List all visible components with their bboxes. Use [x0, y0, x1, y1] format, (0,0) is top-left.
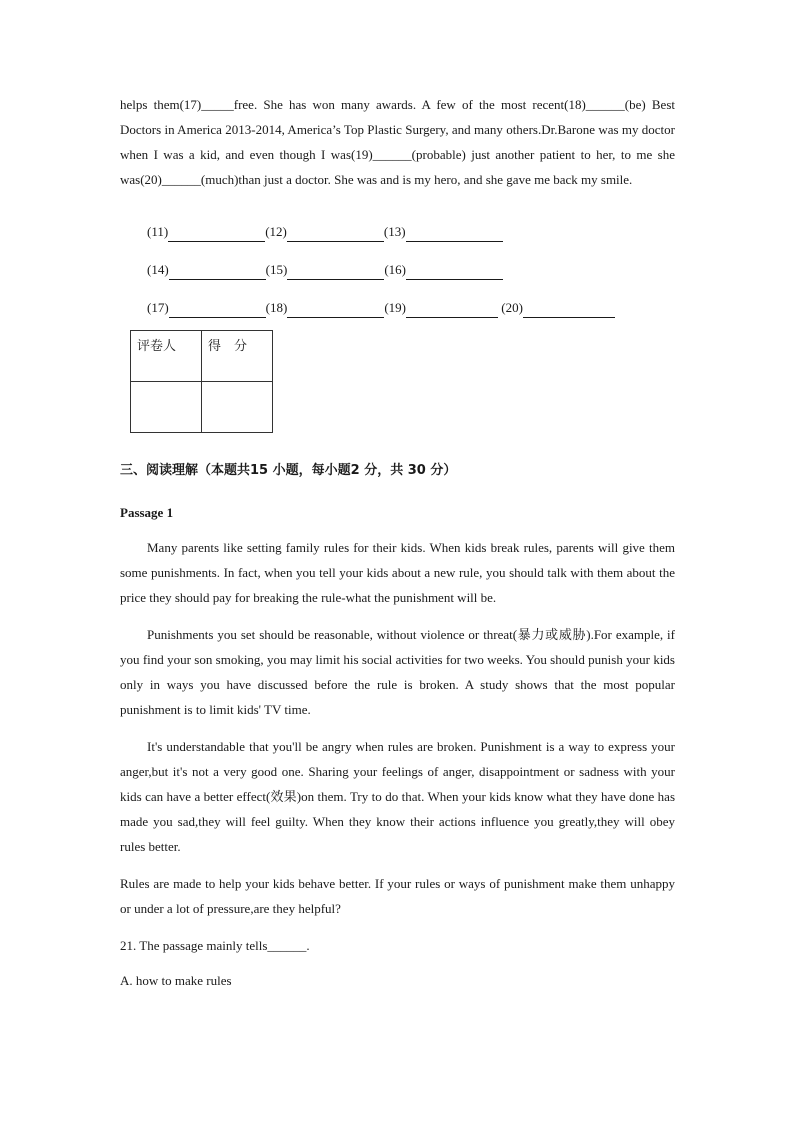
- answer-slot-11: [147, 222, 265, 242]
- answer-number: (12): [265, 224, 287, 239]
- answer-blank: [287, 265, 384, 280]
- answer-blank: [287, 303, 384, 318]
- score-table: [130, 330, 273, 433]
- answer-blank: [287, 227, 384, 242]
- answer-blank: [406, 265, 503, 280]
- passage-title: Passage 1: [120, 505, 174, 520]
- answer-blank: [168, 227, 265, 242]
- answer-number: (14): [147, 262, 169, 277]
- grader-cell: [131, 382, 202, 433]
- answer-slot-19: [384, 298, 498, 318]
- answer-slot-15: [266, 260, 385, 280]
- grader-header: 评卷人: [131, 331, 202, 382]
- answer-lines: [147, 204, 675, 318]
- passage-paragraph-3: It's understandable that you'll be angry when rules are broken. Punishment is a way to express your anger,but it's not a very good one. Sharing your feelings of anger, disappointment or sadness with your kids can have a better effect(效果)on them. Try to do that. When your kids know what they have done has made you sad,they will feel guilty. When they know their actions influence you greatly,they will obey rules better.: [120, 739, 675, 854]
- answer-blank: [406, 227, 503, 242]
- score-header: 得 分: [202, 331, 273, 382]
- passage-paragraph-2: Punishments you set should be reasonable, without violence or threat(暴力或威胁).For example, if you find your son smoking, you may limit his social activities for two weeks. You should punish your kids only in ways you have discussed before the rule is broken. A study shows that the most popular punishment is to limit kids' TV time.: [120, 627, 675, 717]
- answer-slot-16: [384, 260, 503, 280]
- answer-number: (16): [384, 262, 407, 277]
- answer-number: (20): [498, 300, 523, 315]
- answer-slot-12: [265, 222, 384, 242]
- answer-row-2: [147, 242, 675, 280]
- answer-number: (13): [383, 224, 406, 239]
- answer-row-3: [147, 280, 675, 318]
- answer-blank: [169, 303, 266, 318]
- answer-slot-13: [384, 222, 503, 242]
- section-title: 三、阅读理解（本题共15 小题，每小题2 分，共 30 分）: [120, 463, 457, 478]
- answer-blank: [169, 265, 266, 280]
- cloze-paragraph: helps them(17)_____free. She has won many awards. A few of the most recent(18)______(be) Best Doctors in America 2013-2014, America’s Top Plastic Surgery, and many others.Dr.Barone was my doctor when I was a kid, and even though I was(19)______(probable) just another patient to her, to me she was(20)______(much)than just a doctor. She was and is my hero, and she gave me back my smile.: [120, 97, 675, 187]
- answer-slot-14: [147, 260, 266, 280]
- answer-slot-17: [147, 298, 266, 318]
- question-stem: 21. The passage mainly tells______.: [120, 938, 310, 953]
- answer-number: (15): [265, 262, 288, 277]
- document-page: [120, 92, 675, 991]
- answer-slot-18: [266, 298, 385, 318]
- passage-paragraph-1: Many parents like setting family rules for their kids. When kids break rules, parents will give them some punishments. In fact, when you tell your kids about a new rule, you should talk with them about the price they should pay for breaking the rule-what the punishment will be.: [120, 540, 675, 605]
- answer-blank: [406, 303, 498, 318]
- answer-row-1: [147, 204, 675, 242]
- answer-slot-20: [498, 298, 615, 318]
- answer-number: (11): [147, 224, 169, 239]
- answer-number: (17): [147, 300, 169, 315]
- passage-paragraph-4: Rules are made to help your kids behave better. If your rules or ways of punishment make them unhappy or under a lot of pressure,are they helpful?: [120, 876, 675, 916]
- question-option-a: A. how to make rules: [120, 973, 232, 988]
- score-cell: [202, 382, 273, 433]
- answer-number: (18): [265, 300, 288, 315]
- answer-blank: [523, 303, 615, 318]
- answer-number: (19): [384, 300, 407, 315]
